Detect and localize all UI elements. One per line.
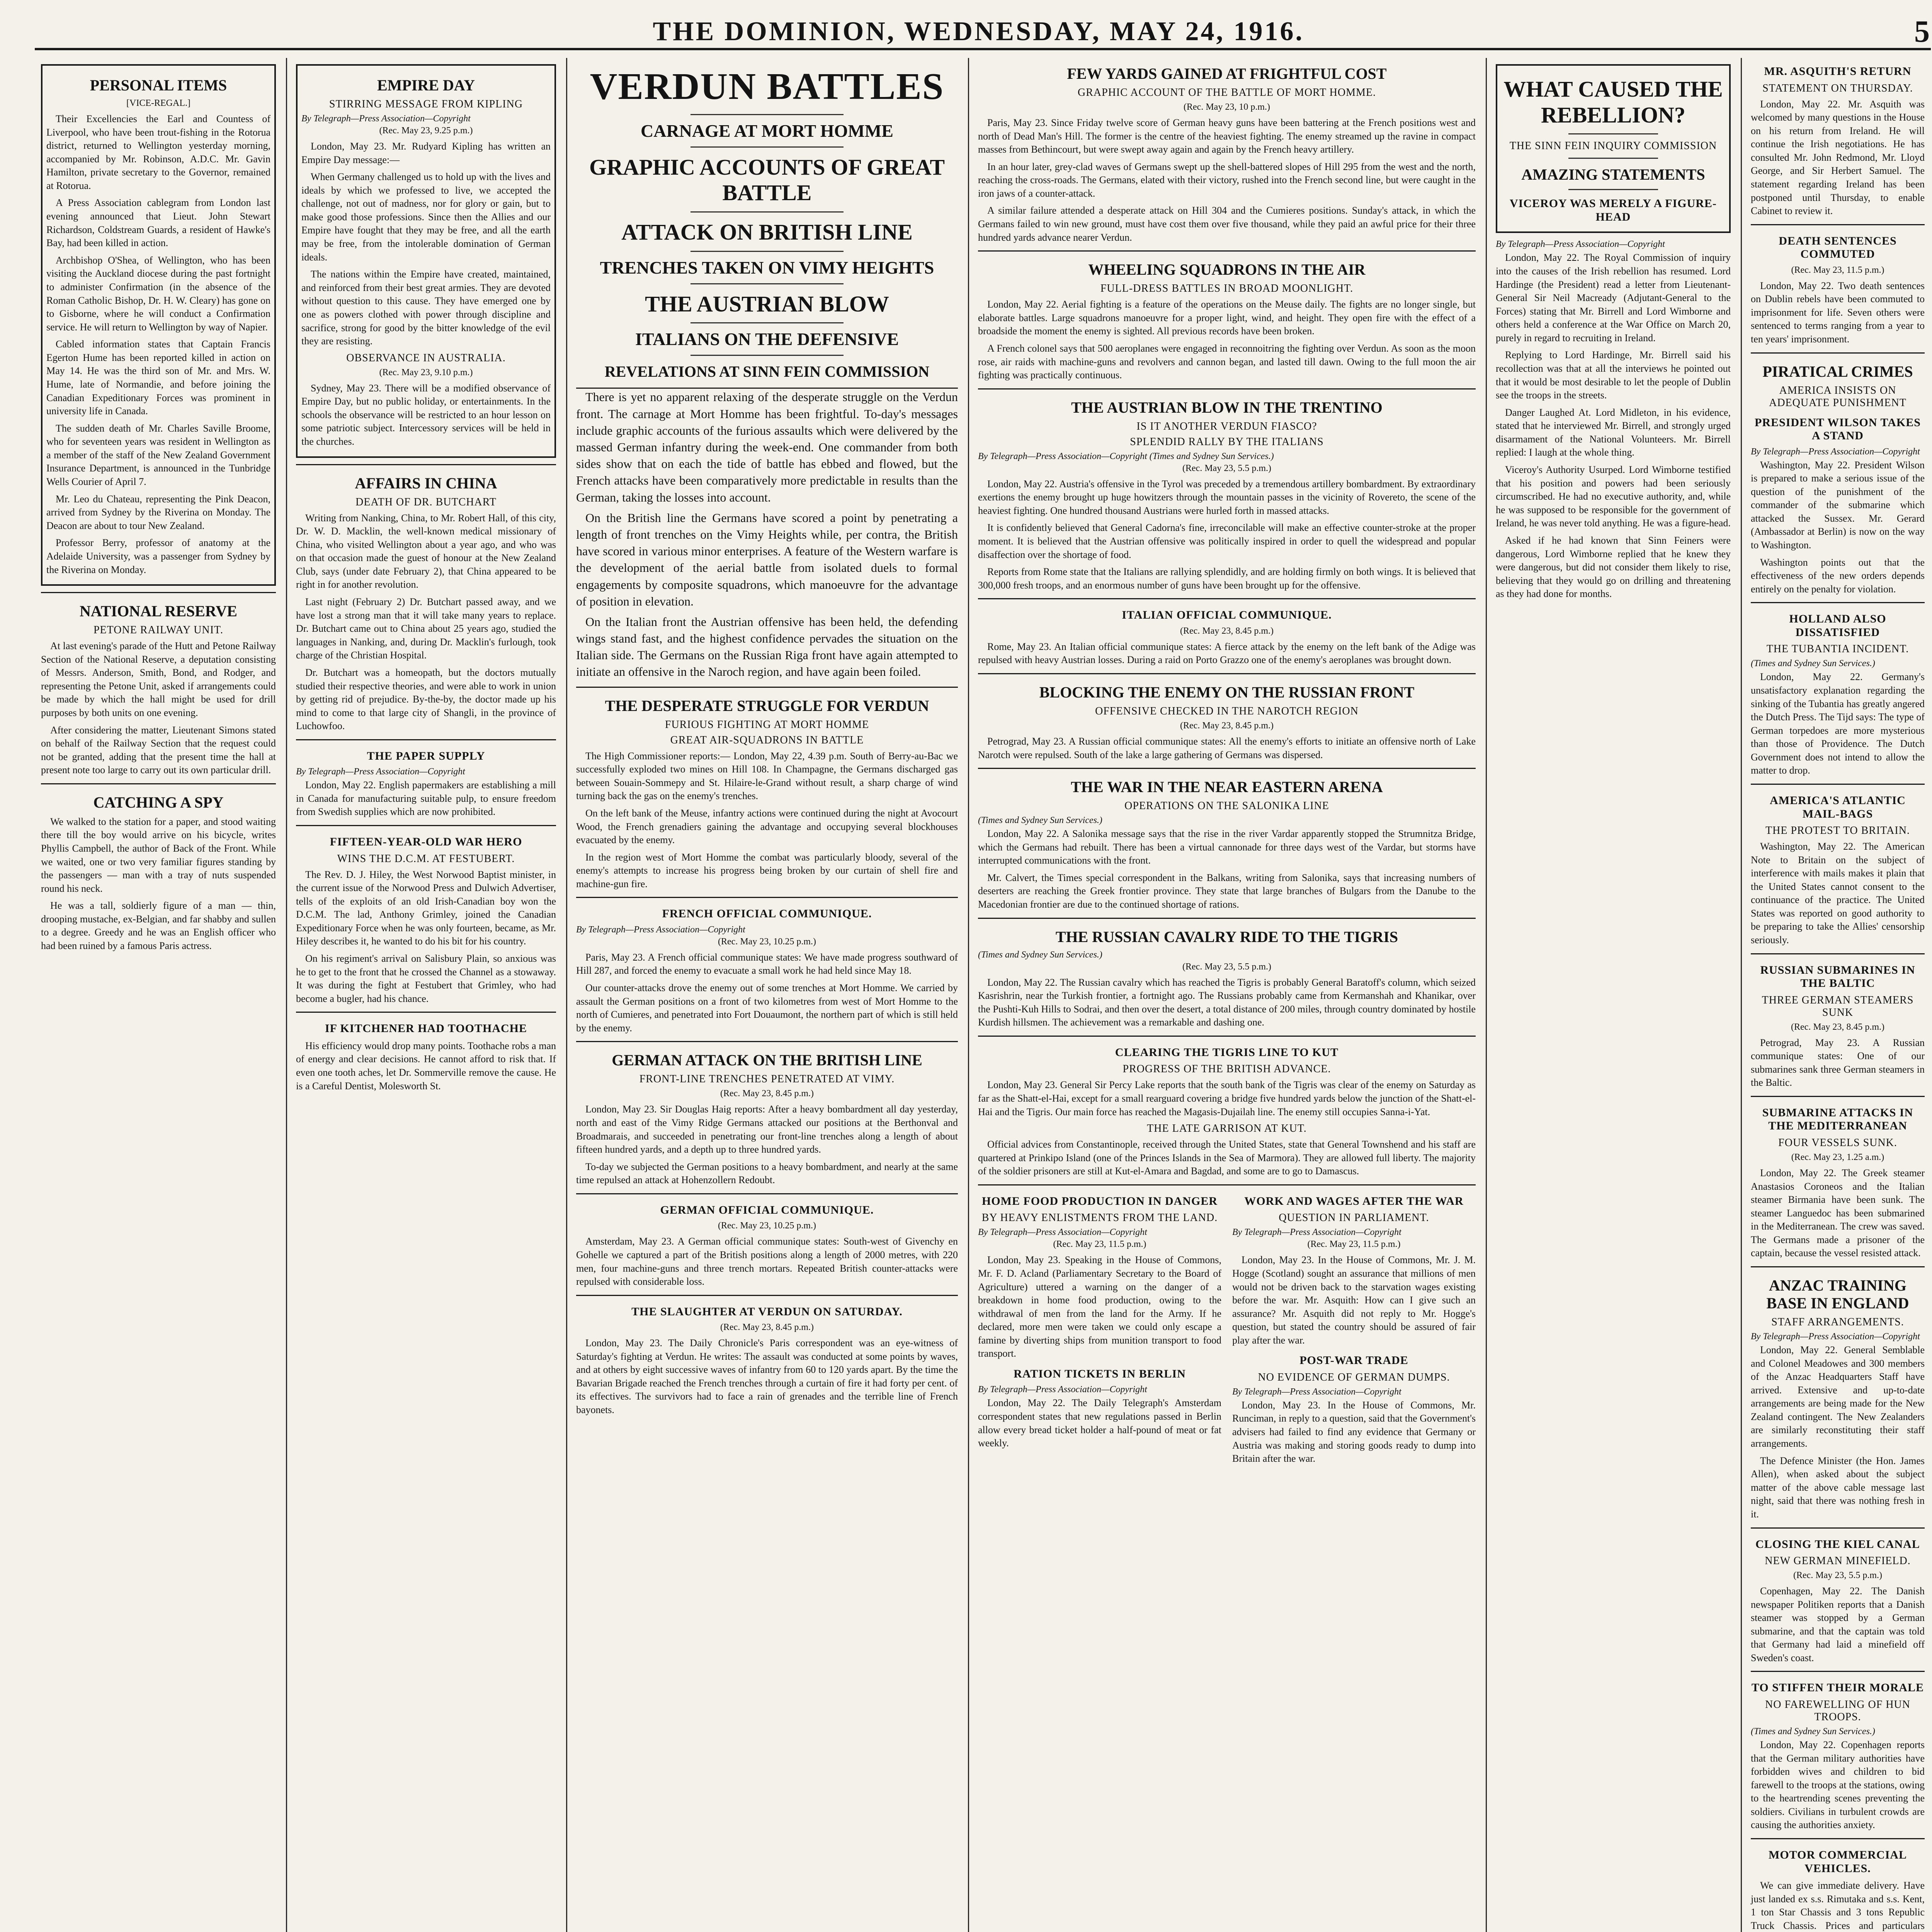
article-heading: SUBMARINE ATTACKS IN THE MEDITERRANEAN — [1762, 1106, 1913, 1133]
article-received: (Rec. May 23, 8.45 p.m.) — [1791, 1022, 1884, 1032]
article-subheading: NO FAREWELLING OF HUN TROOPS. — [1765, 1698, 1910, 1723]
paper-supply-article — [296, 739, 556, 819]
bottom-articles-grid — [978, 1184, 1476, 1469]
article-subheading: WINS THE D.C.M. AT FESTUBERT. — [337, 852, 515, 865]
article-paragraph: A French colonel says that 500 aeroplanes were engaged in reconnoitring the fighting over Verdun. As soon as the moon rose, air raids with machine-guns and revolvers and cannon began, and lasted till dawn. Owing to the full moon the air fighting was practically continuous. — [978, 342, 1476, 381]
article-paragraph: London, May 22. Germany's unsatisfactory explanation regarding the sinking of the Tubantia has greatly angered the Dutch Press. The Tijd says: The type of German torpedoes are more mysterious than those of Providence. The Dutch Government does not intend to allow the matter to drop. — [1751, 671, 1925, 776]
article-paragraph: London, May 23. Speaking in the House of Commons, Mr. F. D. Acland (Parliamentary Secretary to the Board of Agriculture) uttered a warning on the danger of a breakdown in home food production, owing to the withdrawal of men from the land for the Army. If he declared, more men were taken we could only escape a famine by diverting ships from munition transport to food transport. — [978, 1254, 1221, 1359]
article-paragraph: Copenhagen, May 22. The Danish newspaper Politiken reports that a Danish steamer was stopped by a German submarine, and that the captain was told that Germany had laid a minefield off Sweden's coast. — [1751, 1585, 1925, 1663]
article-paragraph: Viceroy's Authority Usurped. Lord Wimborne testified that his position and powers had been seriously circumscribed. He had no executive authority, and, while he was supposed to be responsible for the government of Ireland, he was never told anything. He was a figure-head. — [1496, 464, 1731, 529]
article-heading: WORK AND WAGES AFTER THE WAR — [1244, 1194, 1464, 1208]
article-paragraph: Replying to Lord Hardinge, Mr. Birrell said his recollection was that at all the interviews he pointed out that it would be most desirable to let the people of Dublin see the troops in the streets. — [1496, 349, 1731, 401]
article-paragraph: London, May 22. Copenhagen reports that the German military authorities have forbidden wives and children to bid farewell to the troops at the stations, owing to the heartrending scenes preventing the soldiers. Civilians in turbulent crowds are causing the authorities anxiety. — [1751, 1739, 1925, 1831]
column-rule — [566, 58, 567, 1932]
article-subheading: THE LATE GARRISON AT KUT. — [1147, 1122, 1307, 1135]
headline-divider — [1568, 133, 1658, 134]
article-heading: FIFTEEN-YEAR-OLD WAR HERO — [330, 835, 522, 849]
article-subheading: NEW GERMAN MINEFIELD. — [1765, 1555, 1911, 1567]
article-credit: By Telegraph—Press Association—Copyright — [978, 1227, 1147, 1238]
article-subheading: PETONE RAILWAY UNIT. — [93, 624, 223, 636]
headline-divider — [690, 114, 843, 115]
article-received: (Rec. May 23, 10.25 p.m.) — [718, 1221, 816, 1231]
article-paragraph: Last night (February 2) Dr. Butchart passed away, and we have lost a strong man that it will take many years to replace. Dr. Butchart came out to China about 25 years ago, studied the languages in Nanking, and, during Dr. Macklin's furlough, took charge of the Christian Hospital. — [296, 596, 556, 661]
article-paragraph: At last evening's parade of the Hutt and Petone Railway Section of the National Reserve, a deputation consisting of Messrs. Anderson, Smith, Bond, and Rodger, and representing the Petone Unit, asked if arrangements could be made by which the hall might be used for drill purposes by both units on one evening. — [41, 640, 276, 718]
article-paragraph: London, May 23. Mr. Rudyard Kipling has written an Empire Day message:— — [301, 141, 551, 165]
article-credit: By Telegraph—Press Association—Copyright — [301, 114, 471, 124]
article-heading: HOME FOOD PRODUCTION IN DANGER — [981, 1194, 1218, 1208]
morale-article — [1751, 1671, 1925, 1832]
slaughter-verdun-article — [576, 1295, 958, 1417]
article-subheading: IS IT ANOTHER VERDUN FIASCO? — [1136, 420, 1317, 432]
article-heading: THE DESPERATE STRUGGLE FOR VERDUN — [605, 697, 929, 714]
advert-heading: IF KITCHENER HAD TOOTHACHE — [325, 1022, 527, 1035]
german-communique-article — [576, 1193, 958, 1289]
article-received: (Rec. May 23, 9.25 p.m.) — [379, 126, 473, 136]
trentino-article — [978, 388, 1476, 592]
article-subheading: SPLENDID RALLY BY THE ITALIANS — [1130, 435, 1324, 448]
article-received: (Rec. May 23, 8.45 p.m.) — [1180, 626, 1274, 636]
article-paragraph: The Rev. D. J. Hiley, the West Norwood Baptist minister, in the current issue of the Norwood Press and Dulwich Advertiser, tells of the exploits of an old Irish-Canadian boy won the D.C.M. The lad, Anthony Grimley, joined the Canadian Expeditionary Force when he was only fourteen, became, as Mr. Hiley describes it, he wanted to do his bit for his country. — [296, 869, 556, 947]
affairs-china-article — [296, 464, 556, 733]
article-heading: THE SLAUGHTER AT VERDUN ON SATURDAY. — [631, 1305, 903, 1318]
masthead-spacer — [35, 16, 43, 47]
article-paragraph: London, May 22. English papermakers are establishing a mill in Canada for manufacturing suitable pulp, to ensure freedom from Swedish supplies which are now prohibited. — [296, 779, 556, 818]
article-credit: By Telegraph—Press Association—Copyright — [1232, 1386, 1401, 1397]
headline-divider — [690, 211, 843, 213]
article-heading: MR. ASQUITH'S RETURN — [1764, 65, 1912, 78]
article-subheading: VICEROY WAS MERELY A FIGURE-HEAD — [1510, 197, 1717, 223]
article-received: (Rec. May 23, 8.45 p.m.) — [1180, 720, 1274, 731]
few-yards-article — [978, 65, 1476, 244]
article-paragraph: In an hour later, grey-clad waves of Germans swept up the shell-battered slopes of Hill 295 from the west and the north, reaching the cross-roads. The Germans, elated with their victory, rushed into the French second line, but were caught in the iron jaws of a counter-attack. — [978, 161, 1476, 199]
article-subheading: PRESIDENT WILSON TAKES A STAND — [1755, 416, 1921, 442]
article-received: (Rec. May 23, 8.45 p.m.) — [720, 1322, 814, 1333]
article-subheading: PROGRESS OF THE BRITISH ADVANCE. — [1122, 1063, 1331, 1075]
article-paragraph: London, May 22. A Salonika message says that the rise in the river Vardar apparently stopped the Strumnitza Bridge, which the Germans had rebuilt. There has been a virtual cannonade for three days west of the Vardar, but storms have interrupted communications with the front. — [978, 828, 1476, 866]
mail-bags-article — [1751, 784, 1925, 947]
article-subheading: STIRRING MESSAGE FROM KIPLING — [329, 98, 523, 110]
article-heading: CATCHING A SPY — [93, 793, 224, 811]
article-credit: (Times and Sydney Sun Services.) — [978, 815, 1102, 826]
article-heading: AMERICA'S ATLANTIC MAIL-BAGS — [1770, 794, 1906, 820]
article-paragraph: Paris, May 23. Since Friday twelve score of German heavy guns have been battering at the French positions west and north of Dead Man's Hill. The former is the centre of the heaviest fighting. The enemy streamed up the ravine in compact masses from Bethincourt, but were swept away again and again by the French heavy artillery. — [978, 117, 1476, 155]
lead-deck: CARNAGE AT MORT HOMME — [641, 121, 893, 141]
article-heading: CLOSING THE KIEL CANAL — [1755, 1537, 1920, 1551]
article-paragraph: Petrograd, May 23. A Russian communique states: One of our submarines sank three German steamers in the Baltic. — [1751, 1037, 1925, 1088]
column-2 — [290, 58, 562, 1932]
article-paragraph: London, May 22. Mr. Asquith was welcomed by many questions in the House on his return from Ireland. He will continue the Irish negotiations. He has consulted Mr. John Redmond, Mr. Lloyd George, and Sir Herbert Samuel. The statement regarding Ireland has been postponed until Thursday, to enable Cabinet to review it. — [1751, 98, 1925, 217]
russian-front-article — [978, 673, 1476, 762]
article-paragraph: Archbishop O'Shea, of Wellington, who has been visiting the Auckland diocese during the past fortnight to administer Confirmation (in the absence of the Roman Catholic Bishop, Dr. H. W. Cleary) has gone on to Gisborne, where he will conduct a Confirmation service. He will return to Wellington by way of Napier. — [46, 254, 270, 333]
article-paragraph: The sudden death of Mr. Charles Saville Broome, who for seventeen years was resident in Wellington as a member of the staff of the New Zealand Government Insurance Department, is announced in the Tunbridge Wells Courier of April 7. — [46, 422, 270, 488]
article-received: (Rec. May 23, 10.25 p.m.) — [718, 936, 816, 947]
article-paragraph: London, May 22. The Royal Commission of inquiry into the causes of the Irish rebellion has resumed. Lord Hardinge (the President) read a letter from Lieutenant-General Sir Neil Macready (Adjutant-General to the Forces) stating that Mr. Birrell and Lord Wimborne and others held a conference at the War Office on March 20, purely in regard to recruiting in Ireland. — [1496, 252, 1731, 344]
lead-headline: VERDUN BATTLES — [590, 66, 944, 107]
article-paragraph: London, May 23. In the House of Commons, Mr. J. M. Hogge (Scotland) sought an assurance that millions of men would not be driven back to the starvation wages existing before the war. Mr. Asquith: How can I give such an assurance? Mr. Asquith did not reply to Mr. Hogge's question, but stated the country should be assured of fair play after the war. — [1232, 1254, 1476, 1346]
article-received: (Rec. May 23, 11.5 p.m.) — [1791, 265, 1884, 275]
article-heading: ANZAC TRAINING BASE IN ENGLAND — [1766, 1276, 1909, 1312]
article-credit: By Telegraph—Press Association—Copyright — [296, 767, 465, 777]
article-received: (Rec. May 23, 5.5 p.m.) — [1793, 1570, 1882, 1580]
article-heading: FRENCH OFFICIAL COMMUNIQUE. — [662, 907, 872, 920]
article-paragraph: London, May 22. Aerial fighting is a feature of the operations on the Meuse daily. The fights are no longer single, but elaborate battles. Large squadrons manoeuvre for a proper light, wind, and height. They open fire with the effect of a broadside the moment the enemy is sighted. All previous records have been broken. — [978, 299, 1476, 337]
article-paragraph: Washington, May 22. President Wilson is prepared to make a serious issue of the question of the punishment of the commander of the submarine which attacked the Sussex. Mr. Gerard (Ambassador at Berlin) is now on the way to Washington. — [1751, 459, 1925, 551]
article-heading: RUSSIAN SUBMARINES IN THE BALTIC — [1760, 963, 1915, 990]
article-subheading: BY HEAVY ENLISTMENTS FROM THE LAND. — [981, 1212, 1218, 1224]
russian-submarines-article — [1751, 953, 1925, 1090]
article-subheading: DEATH OF DR. BUTCHART — [355, 496, 497, 508]
personal-items-section — [41, 64, 276, 586]
advert-text: We can give immediate delivery. Have just landed ex s.s. Rimutaka and s.s. Kent, 1 ton Star Chassis and 3 tons Republic Truck Chassis. Prices and particulars — [1751, 1880, 1925, 1931]
lead-deck: ITALIANS ON THE DEFENSIVE — [635, 329, 899, 349]
article-paragraph: In the region west of Mort Homme the combat was particularly bloody, several of the enemy's attempts to increase his progress being broken by our curtain of shell fire and machine-gun fire. — [576, 851, 958, 889]
column-rule — [1486, 58, 1487, 1932]
italian-communique-article — [978, 598, 1476, 667]
article-credit: By Telegraph—Press Association—Copyright — [1751, 1331, 1920, 1342]
article-heading: TO STIFFEN THEIR MORALE — [1751, 1681, 1924, 1694]
article-received: (Rec. May 23, 11.5 p.m.) — [1053, 1239, 1146, 1250]
article-subheading: GRAPHIC ACCOUNT OF THE BATTLE OF MORT HOMME. — [1078, 87, 1376, 99]
article-paragraph: Sydney, May 23. There will be a modified observance of Empire Day, but no public holiday, or entertainments. In the schools the observance will be restricted to an hour lesson on some patriotic subject. Intercessory services will be held in the churches. — [301, 382, 551, 447]
lead-deck: REVELATIONS AT SINN FEIN COMMISSION — [604, 363, 930, 381]
article-paragraph: London, May 22. General Semblable and Colonel Meadowes and 300 members of the Anzac Headquarters Staff have arrived. Extensive and up-to-date arrangements are being made for the New Zealand contingent. The New Zealanders are similarly reconstituting their staff arrangements. — [1751, 1344, 1925, 1449]
article-heading: WHAT CAUSED THE REBELLION? — [1503, 77, 1723, 128]
article-paragraph: Amsterdam, May 23. A German official communique states: South-west of Givenchy en Gohelle we captured a part of the British positions along a length of 2000 metres, with 220 men, four machine-guns and three trench mortars. Repeated British counter-attacks were repulsed with considerable loss. — [576, 1236, 958, 1287]
article-credit: (Times and Sydney Sun Services.) — [978, 949, 1102, 960]
article-paragraph: The High Commissioner reports:— London, May 22, 4.39 p.m. South of Berry-au-Bac we successfully exploded two mines on Hill 108. In Champagne, the Germans discharged gas between Souain-Sommepy and St. Hilaire-le-Grand without result, a sharp charge of wind turning back the gas on the enemy's trenches. — [576, 750, 958, 802]
article-subheading: FULL-DRESS BATTLES IN BROAD MOONLIGHT. — [1100, 282, 1354, 295]
article-paragraph: Asked if he had known that Sinn Feiners were dangerous, Lord Wimborne replied that he knew they were dangerous, but did not consider them likely to rise, believing that they would go on drilling and threatening as they had done for months. — [1496, 534, 1731, 600]
column-3 — [570, 58, 964, 1932]
article-subheading: FURIOUS FIGHTING AT MORT HOMME — [665, 718, 869, 731]
lead-deck: GRAPHIC ACCOUNTS OF GREAT BATTLE — [589, 154, 945, 206]
column-6 — [1745, 58, 1931, 1932]
article-heading: NATIONAL RESERVE — [80, 602, 237, 620]
article-paragraph: London, May 23. In the House of Commons, Mr. Runciman, in reply to a question, said that the Government's advisers had failed to find any evidence that Germany or Austria was making and storing goods ready to dump into Britain after the war. — [1232, 1399, 1476, 1464]
article-heading: PIRATICAL CRIMES — [1762, 362, 1913, 380]
article-paragraph: Our counter-attacks drove the enemy out of some trenches at Mort Homme. We carried by assault the German positions on a front of two kilometres from west of Mort Homme to the north of Cumieres, and penetrated into Fort Douaumont, the northern part of which is still held by the enemy. — [576, 982, 958, 1034]
piratical-crimes-article — [1751, 352, 1925, 596]
article-heading: WHEELING SQUADRONS IN THE AIR — [1088, 261, 1366, 279]
french-communique-article — [576, 897, 958, 1035]
article-heading: BLOCKING THE ENEMY ON THE RUSSIAN FRONT — [1039, 683, 1415, 701]
article-paragraph: To-day we subjected the German positions to a heavy bombardment, and nearly at the same time repulsed an attack at Hohenzollern Redoubt. — [576, 1161, 958, 1186]
lead-deck: TRENCHES TAKEN ON VIMY HEIGHTS — [600, 257, 934, 277]
article-paragraph: He was a tall, soldierly figure of a man — thin, drooping mustache, ex-Belgian, and far shabby and sullen to a degree. Greedy and he was an English officer who had been ruined by a famous Paris actress. — [41, 900, 276, 952]
lead-paragraph: On the Italian front the Austrian offensive has been held, the defending wings stand fast, and the highest confidence pervades the situation on the Italian side. The Germans on the Russian Riga front have again attempted to initiate an offensive in the Naroch region, and have again been foiled. — [576, 614, 958, 679]
article-subheading: THE SINN FEIN INQUIRY COMMISSION — [1509, 140, 1717, 152]
bottom-right-articles — [1232, 1188, 1476, 1469]
article-credit: (Times and Sydney Sun Services.) — [1751, 658, 1875, 669]
article-paragraph: London, May 23. Sir Douglas Haig reports: After a heavy bombardment all day yesterday, north and east of the Vimy Ridge Germans attacked our positions at the Berthonval and Broadmarais, and succeeded in penetrating our front-line trenches along a length of about fifteen hundred yards, and a depth up to three hundred yards. — [576, 1104, 958, 1155]
article-credit: By Telegraph—Press Association—Copyright (Times and Sydney Sun Services.) — [978, 451, 1274, 461]
article-heading: GERMAN ATTACK ON THE BRITISH LINE — [612, 1051, 922, 1069]
article-paragraph: When Germany challenged us to hold up with the lives and ideals by which we professed to live, we accepted the challenge, not out of madness, nor for glory or gain, but to make good those professions. Since then the Allies and our Empire have fought that they may be free, and all the earth may be free, from the intolerable domination of German ideals. — [301, 171, 551, 263]
article-subheading: THE PROTEST TO BRITAIN. — [1765, 825, 1910, 837]
article-paragraph: London, May 22. Two death sentences on Dublin rebels have been commuted to imprisonment for life. Seven others were sentenced to terms ranging from a year to ten years' imprisonment. — [1751, 280, 1925, 345]
article-received: (Rec. May 23, 11.5 p.m.) — [1307, 1239, 1401, 1250]
article-paragraph: Danger Laughed At. Lord Midleton, in his evidence, stated that he interviewed Mr. Birrell, and strongly urged disarmament of the National Volunteers. Mr. Birrell replied: I laugh at the whole thing. — [1496, 406, 1731, 458]
article-paragraph: On the left bank of the Meuse, infantry actions were continued during the night at Avocourt Wood, the French grenadiers gaining the advantage and occupying several blockhouses evacuated by the enemy. — [576, 807, 958, 846]
kiel-canal-article — [1751, 1527, 1925, 1665]
headline-divider — [690, 322, 843, 323]
article-received: (Rec. May 23, 5.5 p.m.) — [1182, 961, 1271, 972]
advert-text: His efficiency would drop many points. Toothache robs a man of energy and clear decisions. He cannot afford to risk that. If even one tooth aches, let Dr. Sommerville remove the cause. He is a Careful Dentist, Molesworth St. — [296, 1040, 556, 1092]
lead-paragraph: On the British line the Germans have scored a point by penetrating a length of front trenches on the Vimy Heights while, per contra, the British have scored in various minor enterprises. A feature of the Western warfare is the development of the aerial battle from isolated duels to formal engagements by composite squadrons, which manoeuvre for the advantage of position in elevation. — [576, 510, 958, 608]
tigris-article — [978, 1036, 1476, 1178]
article-paragraph: Petrograd, May 23. A Russian official communique states: All the enemy's efforts to initiate an offensive north of Lake Narotch were repulsed. South of the lake a large gathering of Germans was dispersed. — [978, 735, 1476, 760]
article-paragraph: A similar failure attended a desperate attack on Hill 304 and the Cumieres positions. Sunday's attack, in which the Germans failed to win new ground, must have cost them over five thousand, while they paid an awful price for their three hundred yards advance nearer Verdun. — [978, 205, 1476, 243]
article-received: (Rec. May 23, 1.25 a.m.) — [1791, 1152, 1884, 1162]
motor-vehicles-advert — [1751, 1838, 1925, 1932]
column-5 — [1490, 58, 1737, 1932]
article-subheading: THREE GERMAN STEAMERS SUNK — [1762, 994, 1914, 1019]
german-attack-article — [576, 1041, 958, 1187]
headline-divider — [690, 251, 843, 252]
article-heading: EMPIRE DAY — [377, 77, 475, 94]
headline-divider — [690, 283, 843, 284]
article-heading: POST-WAR TRADE — [1299, 1354, 1408, 1367]
article-heading: RATION TICKETS IN BERLIN — [1014, 1367, 1186, 1380]
headline-divider — [1568, 189, 1658, 190]
article-paragraph: After considering the matter, Lieutenant Simons stated on behalf of the Railway Section that the request could not be granted, adding that the present time the hall at present note too large to carry out its own particular drill. — [41, 724, 276, 776]
lead-headline-stack — [576, 65, 958, 389]
kitchener-advert — [296, 1012, 556, 1093]
mediterranean-article — [1751, 1096, 1925, 1260]
article-subheading: AMAZING STATEMENTS — [1521, 166, 1705, 184]
advert-heading: MOTOR COMMERCIAL VEHICLES. — [1769, 1849, 1907, 1875]
war-hero-article — [296, 825, 556, 1005]
article-paragraph: Reports from Rome state that the Italians are rallying splendidly, and are holding firmly on both wings. It is believed that 300,000 fresh troops, and an enormous number of guns have been brought up for the offensive. — [978, 566, 1476, 591]
article-paragraph: Paris, May 23. A French official communique states: We have made progress southward of Hill 287, and forced the enemy to evacuate a small work he had held since May 18. — [576, 951, 958, 976]
catching-spy-article — [41, 783, 276, 953]
personal-items-heading: PERSONAL ITEMS — [90, 77, 227, 94]
article-credit: By Telegraph—Press Association—Copyright — [1232, 1227, 1401, 1238]
article-heading: GERMAN OFFICIAL COMMUNIQUE. — [660, 1203, 874, 1216]
article-paragraph: Writing from Nanking, China, to Mr. Robert Hall, of this city, Dr. W. D. Macklin, the well-known medical missionary of China, who visited Wellington about a year ago, and who was on that occasion made the guest of honour at the New Zealand Club, says (under date February 2), that China appeared to be right in for another revolution. — [296, 512, 556, 590]
article-heading: THE RUSSIAN CAVALRY RIDE TO THE TIGRIS — [1055, 928, 1398, 946]
article-received: (Rec. May 23, 9.10 p.m.) — [379, 367, 473, 378]
article-paragraph: Mr. Calvert, the Times special correspondent in the Balkans, writing from Salonika, says that increasing numbers of deserters are reaching the Greek frontier province. They state that large branches of Bulgars from the Danube to the Macedonian frontier are due to the continued shortage of rations. — [978, 872, 1476, 910]
article-subheading: FRONT-LINE TRENCHES PENETRATED AT VIMY. — [639, 1073, 895, 1085]
national-reserve-article — [41, 592, 276, 777]
desperate-struggle-article — [576, 687, 958, 891]
article-heading: DEATH SENTENCES COMMUTED — [1779, 234, 1897, 261]
masthead-title: THE DOMINION, WEDNESDAY, MAY 24, 1916. — [653, 17, 1304, 46]
article-paragraph: London, May 23. General Sir Percy Lake reports that the south bank of the Tigris was clear of the enemy on Saturday as far as the Shatt-el-Hai, except for a small rearguard covering a bridge five hundred yards below the junction of the Shatt-el-Hai and the Tigris. Our main force has reached the Magasis-Dujailah line. The enemy still occupies Sanna-i-Yat. — [978, 1079, 1476, 1117]
article-subheading: GREAT AIR-SQUADRONS IN BATTLE — [670, 734, 864, 746]
article-heading: THE AUSTRIAN BLOW IN THE TRENTINO — [1071, 398, 1383, 416]
bottom-left-articles — [978, 1188, 1221, 1469]
article-paragraph: London, May 23. The Daily Chronicle's Paris correspondent was an eye-witness of Saturday's fighting at Verdun. He writes: The assault was conducted at some points by waves, and at others by eight successive waves of infantry from 60 to 120 yards apart. By the time the Bavarian Brigade reached the French trenches through a curtain of fire it had forty per cent. of its effectives. The survivors had to face a rain of grenades and the terrible line of French bayonets. — [576, 1337, 958, 1416]
column-rule — [968, 58, 969, 1932]
column-4 — [972, 58, 1482, 1932]
anzac-article — [1751, 1266, 1925, 1521]
article-subheading: FOUR VESSELS SUNK. — [1778, 1136, 1897, 1149]
russian-cavalry-article — [978, 918, 1476, 1029]
page-number: 5 — [1914, 14, 1931, 49]
article-paragraph: London, May 22. The Daily Telegraph's Amsterdam correspondent states that new regulations passed in Berlin allow every bread ticket holder a half-pound of meat or fat weekly. — [978, 1397, 1221, 1449]
article-credit: (Times and Sydney Sun Services.) — [1751, 1726, 1875, 1736]
near-east-article — [978, 768, 1476, 911]
article-received: (Rec. May 23, 5.5 p.m.) — [1182, 463, 1271, 473]
article-subheading: AMERICA INSISTS ON ADEQUATE PUNISHMENT — [1769, 384, 1906, 409]
article-paragraph: On his regiment's arrival on Salisbury Plain, so anxious was he to get to the front that he crossed the Channel as a stowaway. It was during the fight at Festubert that Grimley, who had become a bugler, had his chance. — [296, 953, 556, 1004]
article-paragraph: Washington points out that the effectiveness of the new orders depends entirely on the penalty for violation. — [1751, 556, 1925, 595]
article-subheading: OFFENSIVE CHECKED IN THE NAROTCH REGION — [1095, 705, 1359, 717]
article-credit: By Telegraph—Press Association—Copyright — [1496, 239, 1665, 250]
article-paragraph: The Defence Minister (the Hon. James Allen), when asked about the subject matter of the above cable message last night, said that there was nothing fresh in it. — [1751, 1455, 1925, 1520]
death-sentences-article — [1751, 224, 1925, 346]
article-credit: By Telegraph—Press Association—Copyright — [1751, 446, 1920, 457]
article-paragraph: Professor Berry, professor of anatomy at the Adelaide University, was a passenger from Sydney by the Riverina on Monday. — [46, 537, 270, 575]
wheeling-squadrons-article — [978, 250, 1476, 382]
article-paragraph: Their Excellencies the Earl and Countess of Liverpool, who have been trout-fishing in the Rotorua district, returned to Wellington yesterday morning, accompanied by Mr. Robinson, A.D.C. Mr. Gavin Hamilton, private secretary to the Governor, remained at Rotorua. — [46, 113, 270, 191]
article-paragraph: We walked to the station for a paper, and stood waiting there till the boy would arrive on his bicycle, writes Phyllis Campbell, the author of Back of the Front. While we waited, one or two very familiar figures standing by the passengers — man with a tray of nuts suspended round his neck. — [41, 816, 276, 894]
article-subheading: STAFF ARRANGEMENTS. — [1771, 1316, 1904, 1328]
article-paragraph: Cabled information states that Captain Francis Egerton Hume has been reported killed in action on May 14. He was the third son of Mr. and Mrs. W. Hume, late of Normandie, and before joining the Canadian Expeditionary Forces was prominent in university life in Canada. — [46, 338, 270, 417]
rebellion-headline-box — [1496, 64, 1731, 233]
empire-day-article — [296, 64, 556, 458]
lead-deck: THE AUSTRIAN BLOW — [645, 291, 889, 316]
article-subheading: OPERATIONS ON THE SALONIKA LINE — [1124, 800, 1329, 812]
article-subheading: THE TUBANTIA INCIDENT. — [1766, 643, 1909, 655]
article-paragraph: Official advices from Constantinople, received through the United States, state that General Townshend and his staff are quartered at Prinkipo Island (one of the Princes Islands in the Sea of Marmora). They are allowed full liberty. The majority of the soldier prisoners are still at Kut-el-Amara and Bagdad, and some are to go to Damascus. — [978, 1139, 1476, 1177]
article-subheading: OBSERVANCE IN AUSTRALIA. — [346, 352, 506, 364]
holland-article — [1751, 602, 1925, 777]
article-paragraph: Rome, May 23. An Italian official communique states: A fierce attack by the enemy on the left bank of the Adige was repulsed with heavy Austrian losses. During a raid on Porto Grazzo one of the enemy's aeroplanes was brought down. — [978, 641, 1476, 666]
article-received: (Rec. May 23, 10 p.m.) — [1184, 102, 1270, 112]
article-received: (Rec. May 23, 8.45 p.m.) — [720, 1088, 814, 1099]
article-subheading: STATEMENT ON THURSDAY. — [1762, 82, 1913, 94]
lead-paragraph: There is yet no apparent relaxing of the desperate struggle on the Verdun front. The carnage at Mort Homme has been frightful. To-day's messages include graphic accounts of the furious assaults which were delivered by the massed German infantry during the week-end. One commander from both sides show that on each the tide of battle has ebbed and flowed, but the French attacks have been comparatively more predictable in results than the German, taking the losses into account. — [576, 390, 958, 504]
article-paragraph: Washington, May 22. The American Note to Britain on the subject of interference with mails makes it plain that the United States cannot consent to the continuance of the practice. The United States was reported on good authority to be preparing to take the Allies' censorship seriously. — [1751, 841, 1925, 946]
article-paragraph: London, May 22. Austria's offensive in the Tyrol was preceded by a tremendous artillery bombardment. By extraordinary exertions the enemy brought up huge howitzers through the mountain passes in the vicinity of Rovereto, the scene of the heaviest fighting. One hundred thousand Austrians were hurled forth in massed attacks. — [978, 478, 1476, 516]
article-paragraph: London, May 22. The Greek steamer Anastasios Coroneos and the Italian steamer Birmania have been sunk. The steamer Languedoc has been submarined in the Mediterranean. The crew was saved. The Germans made a prisoner of the captain, because the vessel resisted attack. — [1751, 1167, 1925, 1259]
column-1 — [35, 58, 282, 1932]
article-heading: THE PAPER SUPPLY — [367, 749, 485, 762]
article-paragraph: The nations within the Empire have created, maintained, and reinforced from their best great armies. They are devoted without question to this cause. They have emerged one by one as powers clothed with power through discipline and sacrifice, strong for good by the bitter knowledge of the evil they are resisting. — [301, 269, 551, 347]
column-rule — [286, 58, 287, 1932]
asquith-article — [1751, 65, 1925, 218]
article-heading: HOLLAND ALSO DISSATISFIED — [1789, 612, 1886, 639]
article-paragraph: Dr. Butchart was a homeopath, but the doctors mutually studied their respective theories, and were able to work in union by getting rid of prejudice. By-the-by, the doctor made up his mind to come to that large city of Shangli, in the province of Luchowfoo. — [296, 667, 556, 732]
masthead — [35, 15, 1931, 50]
article-subheading: NO EVIDENCE OF GERMAN DUMPS. — [1258, 1371, 1450, 1383]
headline-divider — [690, 146, 843, 148]
article-heading: CLEARING THE TIGRIS LINE TO KUT — [1115, 1046, 1339, 1059]
article-heading: ITALIAN OFFICIAL COMMUNIQUE. — [1122, 609, 1332, 622]
article-subheading: QUESTION IN PARLIAMENT. — [1279, 1212, 1429, 1224]
article-paragraph: It is confidently believed that General Cadorna's fine, irreconcilable will make an effective counter-stroke at the proper moment. It is believed that the Austrian offensive was politically inspired in order to quell the widespread and popular disaffection over the shortage of food. — [978, 522, 1476, 560]
article-heading: THE WAR IN THE NEAR EASTERN ARENA — [1071, 778, 1383, 796]
personal-items-byline: [VICE-REGAL.] — [126, 98, 190, 108]
article-credit: By Telegraph—Press Association—Copyright — [978, 1384, 1147, 1395]
lead-deck: ATTACK ON BRITISH LINE — [621, 219, 913, 245]
columns — [35, 58, 1931, 1932]
article-paragraph: London, May 22. The Russian cavalry which has reached the Tigris is probably General Baratoff's column, which seized Kasrishrin, near the Turkish frontier, a fortnight ago. The Russians probably came from Kermanshah and Khanikar, over the Pushti-Kuh Hills to Sodrai, and then over the desert, a total distance of 200 miles, through country dominated by hostile Kurdish hillsmen. The achievement was a remarkable and dashing one. — [978, 976, 1476, 1028]
article-credit: By Telegraph—Press Association—Copyright — [576, 924, 745, 935]
column-rule — [1741, 58, 1742, 1932]
article-paragraph: A Press Association cablegram from London last evening announced that Lieut. John Stewart Richardson, Coldstream Guards, a resident of Hawke's Bay, had been killed in action. — [46, 197, 270, 249]
headline-divider — [690, 355, 843, 356]
article-heading: FEW YARDS GAINED AT FRIGHTFUL COST — [1067, 65, 1387, 82]
article-heading: AFFAIRS IN CHINA — [355, 474, 497, 492]
article-paragraph: Mr. Leo du Chateau, representing the Pink Deacon, arrived from Sydney by the Riverina on Monday. The Deacon are about to tour New Zealand. — [46, 493, 270, 531]
headline-divider — [1568, 158, 1658, 159]
